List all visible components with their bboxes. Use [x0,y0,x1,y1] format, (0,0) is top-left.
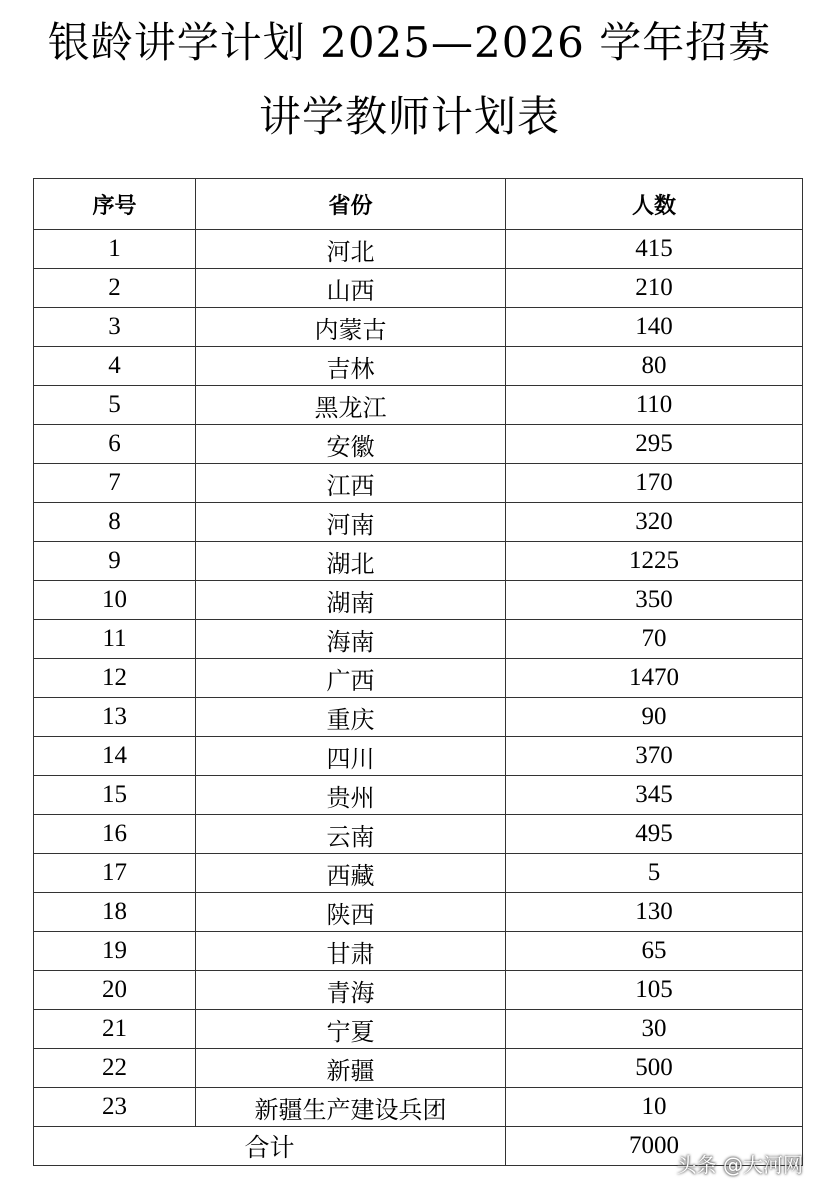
row-province: 海南 [196,620,506,659]
row-serial-number: 12 [34,659,196,698]
row-province: 新疆 [196,1049,506,1088]
table-row [34,425,803,464]
row-serial-number: 7 [34,464,196,503]
row-province: 河北 [196,230,506,269]
row-serial-number: 23 [34,1088,196,1127]
header-count: 人数 [506,179,803,230]
row-serial-number: 21 [34,1010,196,1049]
row-serial-number: 16 [34,815,196,854]
table-row [34,503,803,542]
row-serial-number: 14 [34,737,196,776]
row-province: 黑龙江 [196,386,506,425]
row-count: 140 [506,308,803,347]
table-row [34,776,803,815]
row-count: 110 [506,386,803,425]
row-province: 山西 [196,269,506,308]
row-serial-number: 2 [34,269,196,308]
row-province: 广西 [196,659,506,698]
table-row [34,815,803,854]
table-row [34,542,803,581]
row-count: 30 [506,1010,803,1049]
row-province: 河南 [196,503,506,542]
table-row [34,893,803,932]
table-row [34,1010,803,1049]
table-row [34,854,803,893]
row-province: 内蒙古 [196,308,506,347]
recruitment-plan-table [33,178,803,1166]
header-serial-number: 序号 [34,179,196,230]
row-serial-number: 10 [34,581,196,620]
source-watermark: 头条 @大河网 [676,1153,803,1177]
row-province: 江西 [196,464,506,503]
row-count: 65 [506,932,803,971]
row-count: 345 [506,776,803,815]
table-row [34,269,803,308]
row-serial-number: 4 [34,347,196,386]
table-row [34,932,803,971]
row-count: 170 [506,464,803,503]
table-body [34,230,803,1127]
table-row [34,464,803,503]
table-row [34,737,803,776]
table-row [34,308,803,347]
table-row [34,971,803,1010]
row-count: 415 [506,230,803,269]
row-province: 西藏 [196,854,506,893]
row-province: 新疆生产建设兵团 [196,1088,506,1127]
row-province: 甘肃 [196,932,506,971]
total-label: 合计 [34,1127,506,1166]
table-row [34,620,803,659]
row-serial-number: 19 [34,932,196,971]
table-row [34,347,803,386]
row-count: 500 [506,1049,803,1088]
row-count: 210 [506,269,803,308]
total-count: 7000 [506,1127,803,1166]
row-province: 四川 [196,737,506,776]
table-row [34,386,803,425]
row-province: 云南 [196,815,506,854]
table-row [34,230,803,269]
row-province: 安徽 [196,425,506,464]
row-count: 90 [506,698,803,737]
row-province: 吉林 [196,347,506,386]
row-serial-number: 3 [34,308,196,347]
table-row [34,1088,803,1127]
row-count: 80 [506,347,803,386]
row-province: 青海 [196,971,506,1010]
document-title-line2: 讲学教师计划表 [258,92,560,141]
row-count: 130 [506,893,803,932]
row-count: 350 [506,581,803,620]
row-serial-number: 13 [34,698,196,737]
row-province: 湖北 [196,542,506,581]
row-serial-number: 20 [34,971,196,1010]
row-province: 陕西 [196,893,506,932]
header-province: 省份 [196,179,506,230]
row-count: 295 [506,425,803,464]
row-serial-number: 15 [34,776,196,815]
table-row [34,659,803,698]
row-province: 重庆 [196,698,506,737]
row-serial-number: 11 [34,620,196,659]
table-row [34,698,803,737]
row-serial-number: 5 [34,386,196,425]
row-serial-number: 6 [34,425,196,464]
row-count: 5 [506,854,803,893]
row-serial-number: 9 [34,542,196,581]
table-row [34,581,803,620]
row-count: 1470 [506,659,803,698]
row-province: 贵州 [196,776,506,815]
row-count: 370 [506,737,803,776]
row-count: 320 [506,503,803,542]
table-header-row [34,179,803,230]
row-count: 1225 [506,542,803,581]
table-row [34,1049,803,1088]
document-title-line1: 银龄讲学计划 2025—2026 学年招募 [47,18,772,67]
row-serial-number: 22 [34,1049,196,1088]
row-count: 10 [506,1088,803,1127]
row-count: 70 [506,620,803,659]
row-serial-number: 1 [34,230,196,269]
row-serial-number: 18 [34,893,196,932]
row-serial-number: 17 [34,854,196,893]
row-serial-number: 8 [34,503,196,542]
row-count: 105 [506,971,803,1010]
row-count: 495 [506,815,803,854]
row-province: 湖南 [196,581,506,620]
row-province: 宁夏 [196,1010,506,1049]
